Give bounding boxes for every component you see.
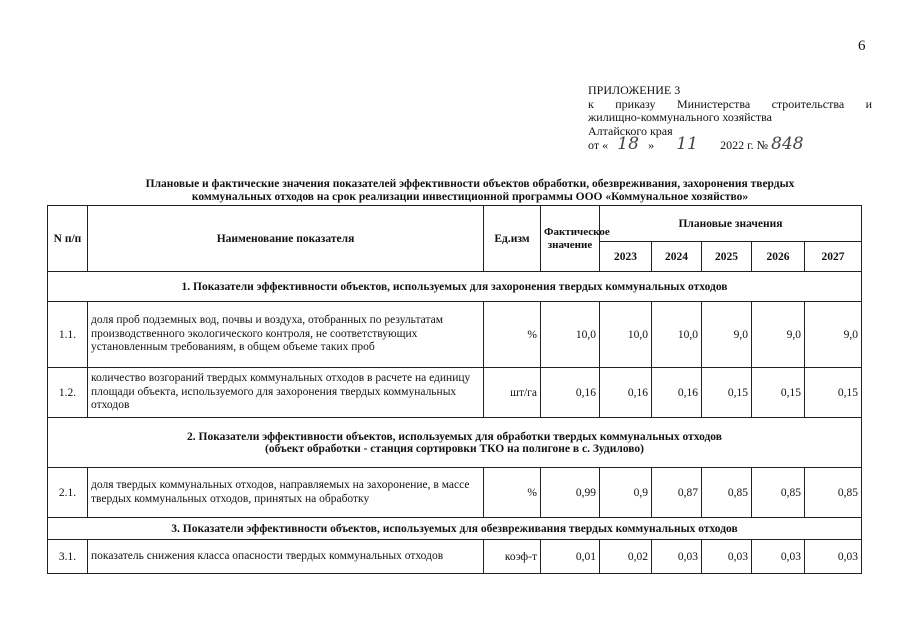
table-row: [48, 368, 862, 418]
table-row: [48, 540, 862, 574]
actual-value: 10,0: [541, 302, 600, 368]
appendix-region-line: Алтайского края: [588, 123, 673, 138]
appendix-title: ПРИЛОЖЕНИЕ 3: [588, 83, 681, 97]
planned-value: 0,85: [805, 468, 862, 518]
planned-value: 0,87: [652, 468, 702, 518]
planned-value: 9,0: [805, 302, 862, 368]
section-subtitle: (объект обработки - станция сортировки ТКО на полигоне в с. Зудилово): [264, 442, 644, 455]
header-year: 2024: [652, 242, 702, 272]
header-year: 2023: [600, 242, 652, 272]
row-number: 1.1.: [48, 302, 88, 368]
page-number: 6: [858, 38, 866, 54]
planned-value: 0,15: [805, 368, 862, 418]
date-close: »: [648, 138, 655, 152]
actual-value: 0,99: [541, 468, 600, 518]
section-row: [48, 418, 862, 468]
date-prefix: от «: [588, 138, 609, 152]
planned-value: 0,16: [600, 368, 652, 418]
section-title-cell: [48, 272, 862, 302]
planned-value: 9,0: [752, 302, 805, 368]
table-row: [48, 468, 862, 518]
indicator-name: показатель снижения класса опасности твердых коммунальных отходов: [88, 540, 484, 574]
row-number: 2.1.: [48, 468, 88, 518]
actual-value: 0,16: [541, 368, 600, 418]
unit: %: [484, 302, 541, 368]
planned-value: 10,0: [600, 302, 652, 368]
indicator-name: количество возгораний твердых коммунальных отходов в расчете на единицу площади объекта, используемого для захоронения твердых коммунальных отходов: [88, 368, 484, 418]
header-actual: Фактическое значение: [541, 206, 600, 272]
indicator-name: доля твердых коммунальных отходов, направляемых на захоронение, в массе твердых коммунальных отходов, принятых на обработку: [88, 468, 484, 518]
appendix-block: [588, 84, 872, 153]
title-line-2: коммунальных отходов на срок реализации инвестиционной программы ООО «Коммунальное хозяйство»: [191, 191, 749, 203]
header-planned: Плановые значения: [600, 206, 862, 242]
date-month-handwritten: 11: [676, 134, 698, 154]
planned-value: 10,0: [652, 302, 702, 368]
planned-value: 0,9: [600, 468, 652, 518]
header-year: 2027: [805, 242, 862, 272]
section-title: 2. Показатели эффективности объектов, используемых для обработки твердых коммунальных отходов: [187, 430, 722, 443]
date-day-handwritten: 18: [617, 134, 639, 154]
planned-value: 9,0: [702, 302, 752, 368]
header-unit: Ед.изм: [484, 206, 541, 272]
planned-value: 0,85: [702, 468, 752, 518]
section-title: 3. Показатели эффективности объектов, используемых для обезвреживания твердых коммунальных отходов: [171, 522, 738, 535]
planned-value: 0,15: [752, 368, 805, 418]
planned-value: 0,03: [805, 540, 862, 574]
planned-value: 0,02: [600, 540, 652, 574]
row-number: 1.2.: [48, 368, 88, 418]
appendix-order-line: к приказу Министерства строительства и: [588, 96, 872, 111]
planned-value: 0,03: [752, 540, 805, 574]
section-title: 1. Показатели эффективности объектов, используемых для захоронения твердых коммунальных отходов: [181, 280, 728, 293]
title-line-1: Плановые и фактические значения показателей эффективности объектов обработки, обезвреживания, захоронения твердых: [145, 178, 795, 190]
table-row: [48, 302, 862, 368]
section-title-cell: [48, 518, 862, 540]
appendix-ministry-line: жилищно-коммунального хозяйства: [588, 110, 772, 124]
indicator-name: доля проб подземных вод, почвы и воздуха, отобранных по результатам производственного экологического контроля, не соответствующих установленным требованиям, в общем объеме таких проб: [88, 302, 484, 368]
section-row: [48, 518, 862, 540]
planned-value: 0,03: [652, 540, 702, 574]
section-row: [48, 272, 862, 302]
header-year: 2025: [702, 242, 752, 272]
table-body: [48, 206, 862, 574]
document-title: [60, 178, 880, 204]
actual-value: 0,01: [541, 540, 600, 574]
appendix-date-line: [588, 134, 872, 154]
indicators-table: [47, 205, 862, 574]
header-name: Наименование показателя: [88, 206, 484, 272]
unit: шт/га: [484, 368, 541, 418]
planned-value: 0,03: [702, 540, 752, 574]
section-title-cell: [48, 418, 862, 468]
date-year: 2022 г. №: [720, 138, 769, 152]
unit: %: [484, 468, 541, 518]
row-number: 3.1.: [48, 540, 88, 574]
unit: коэф-т: [484, 540, 541, 574]
planned-value: 0,85: [752, 468, 805, 518]
order-number-handwritten: 848: [771, 134, 804, 154]
header-num: N п/п: [48, 206, 88, 272]
planned-value: 0,16: [652, 368, 702, 418]
header-year: 2026: [752, 242, 805, 272]
planned-value: 0,15: [702, 368, 752, 418]
